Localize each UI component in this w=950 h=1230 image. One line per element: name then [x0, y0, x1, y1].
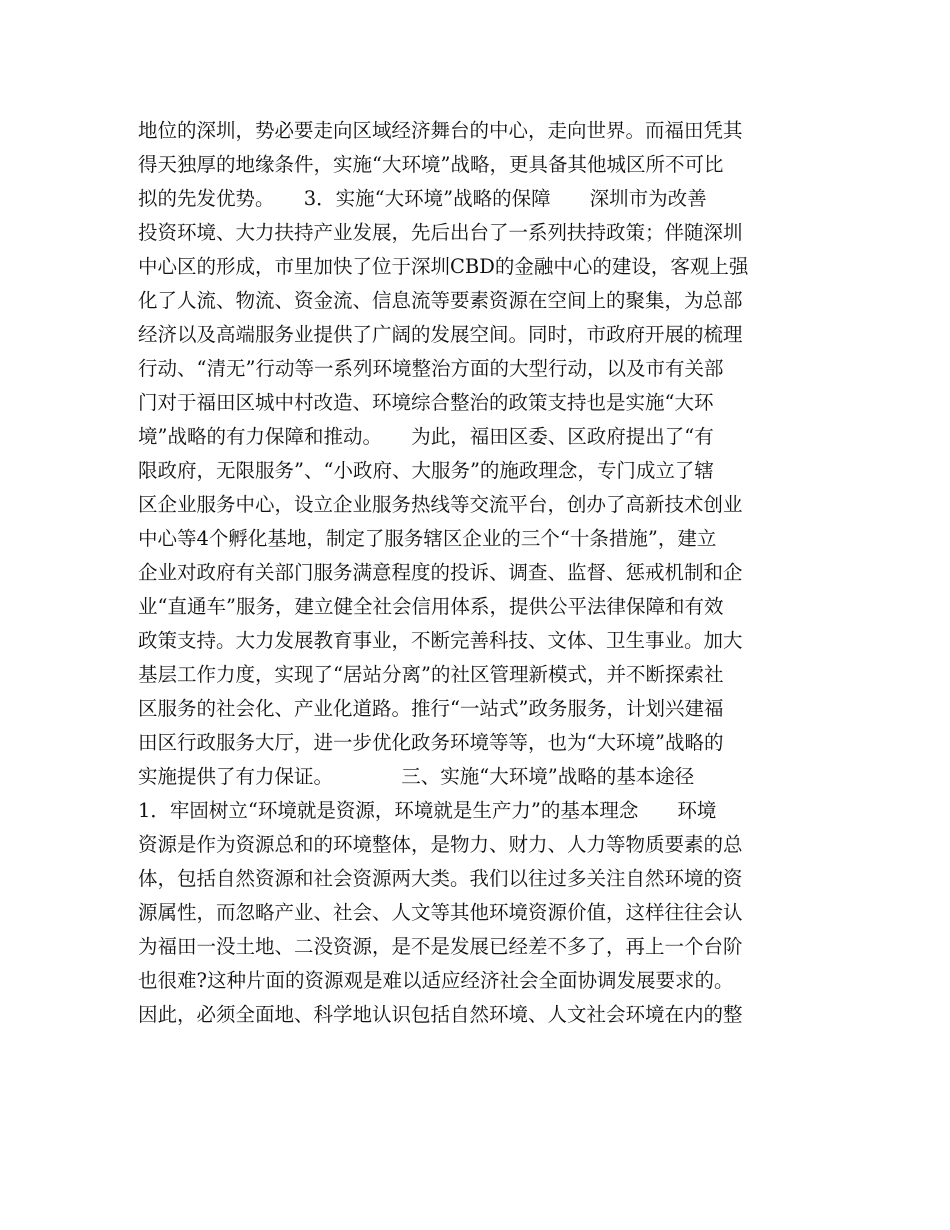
- text-line: 境”战略的有力保障和推动。 为此，福田区委、区政府提出了“有: [138, 425, 714, 448]
- text-line: 中心等4个孵化基地，制定了服务辖区企业的三个“十条措施”，建立: [138, 527, 717, 550]
- text-line: 体，包括自然资源和社会资源两大类。我们以往过多关注自然环境的资: [138, 867, 743, 890]
- body-text: [138, 114, 818, 1032]
- text-line: 化了人流、物流、资金流、信息流等要素资源在空间上的聚集，为总部: [138, 289, 743, 312]
- text-line: 地位的深圳，势必要走向区域经济舞台的中心，走向世界。而福田凭其: [138, 119, 743, 142]
- text-line: 区企业服务中心，设立企业服务热线等交流平台，创办了高新技术创业: [138, 493, 743, 516]
- text-line: 限政府，无限服务”、“小政府、大服务”的施政理念，专门成立了辖: [138, 459, 714, 482]
- text-line: 拟的先发优势。 3．实施“大环境”战略的保障 深圳市为改善: [138, 187, 707, 210]
- text-line: 为福田一没土地、二没资源，是不是发展已经差不多了，再上一个台阶: [138, 935, 743, 958]
- text-line: 1．牢固树立“环境就是资源，环境就是生产力”的基本理念 环境: [138, 799, 717, 822]
- text-line: 企业对政府有关部门服务满意程度的投诉、调查、监督、惩戒机制和企: [138, 561, 743, 584]
- text-line: 门对于福田区城中村改造、环境综合整治的政策支持也是实施“大环: [138, 391, 714, 414]
- text-line: 田区行政服务大厅，进一步优化政务环境等等，也为“大环境”战略的: [138, 731, 724, 754]
- text-line: 因此，必须全面地、科学地认识包括自然环境、人文社会环境在内的整: [138, 1003, 743, 1026]
- text-line: 区服务的社会化、产业化道路。推行“一站式”政务服务，计划兴建福: [138, 697, 724, 720]
- text-line: 资源是作为资源总和的环境整体，是物力、财力、人力等物质要素的总: [138, 833, 743, 856]
- text-line: 经济以及高端服务业提供了广阔的发展空间。同时，市政府开展的梳理: [138, 323, 743, 346]
- text-line: 行动、“清无”行动等一系列环境整治方面的大型行动，以及市有关部: [138, 357, 724, 380]
- text-line: 基层工作力度，实现了“居站分离”的社区管理新模式，并不断探索社: [138, 663, 724, 686]
- text-line: 业“直通车”服务，建立健全社会信用体系，提供公平法律保障和有效: [138, 595, 724, 618]
- text-line: 也很难?这种片面的资源观是难以适应经济社会全面协调发展要求的。: [138, 969, 734, 992]
- text-line: 中心区的形成，市里加快了位于深圳CBD的金融中心的建设，客观上强: [138, 255, 749, 278]
- text-line: 政策支持。大力发展教育事业，不断完善科技、文体、卫生事业。加大: [138, 629, 743, 652]
- text-line: 源属性，而忽略产业、社会、人文等其他环境资源价值，这样往往会认: [138, 901, 743, 924]
- text-line: 得天独厚的地缘条件，实施“大环境”战略，更具备其他城区所不可比: [138, 153, 724, 176]
- text-line: 投资环境、大力扶持产业发展，先后出台了一系列扶持政策；伴随深圳: [138, 221, 743, 244]
- text-line: 实施提供了有力保证。 三、实施“大环境”战略的基本途径: [138, 765, 695, 788]
